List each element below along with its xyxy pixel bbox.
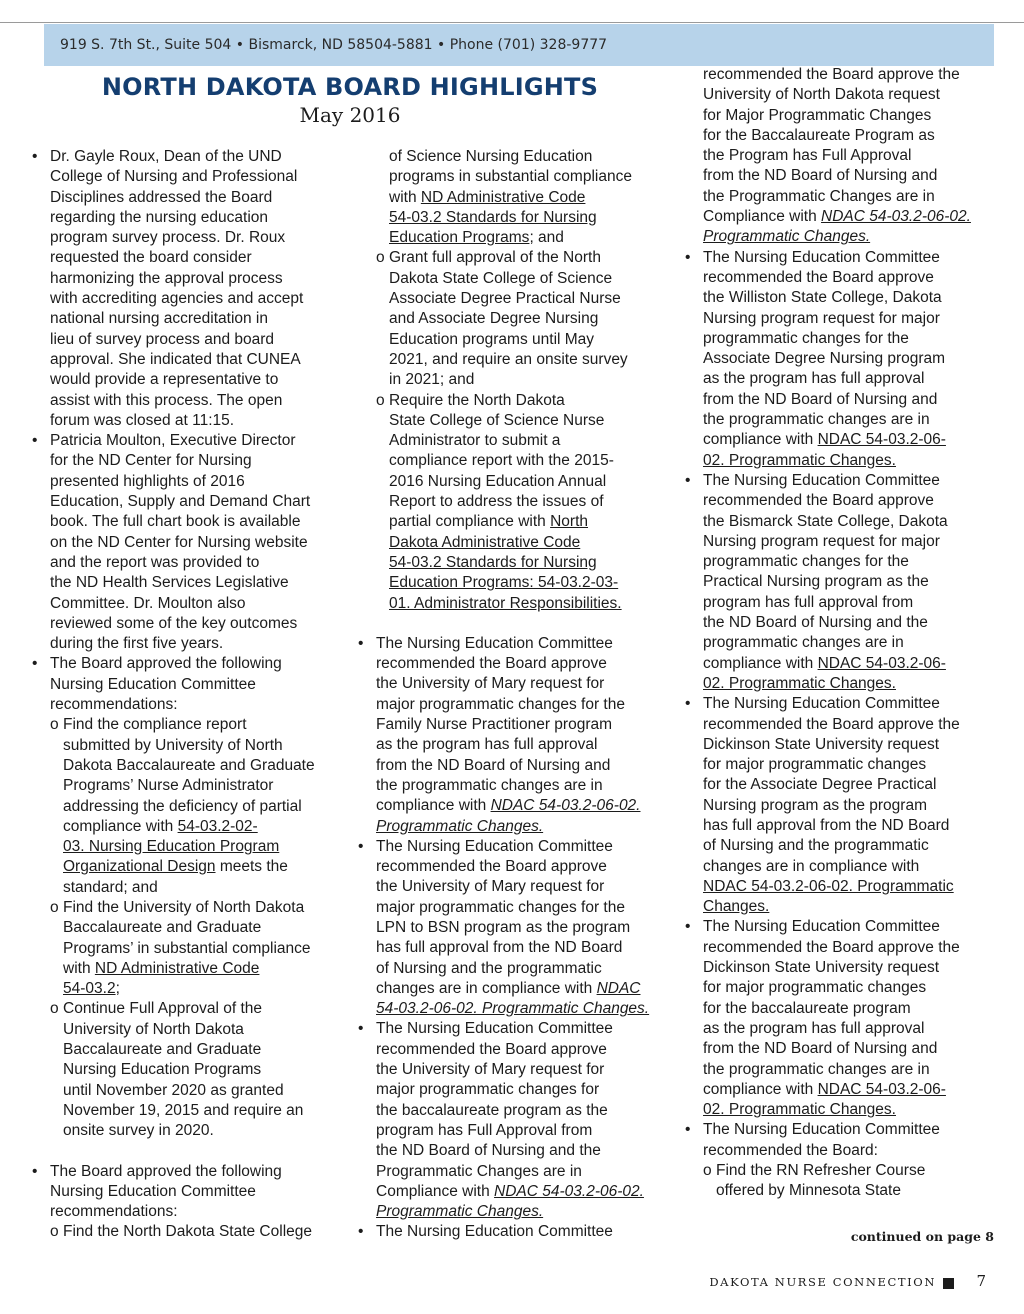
text-line: offered by Minnesota State (716, 1182, 901, 1200)
text-line: major programmatic changes for (376, 1081, 600, 1099)
text-line: programmatic changes for the (703, 329, 909, 347)
text-line: recommended the Board approve (376, 655, 607, 673)
text-line: the baccalaureate program as the (376, 1101, 608, 1119)
page-title: NORTH DAKOTA BOARD HIGHLIGHTS (101, 73, 599, 101)
text-line: national nursing accreditation in (50, 310, 268, 328)
text-line: approval. She indicated that CUNEA (50, 350, 301, 368)
text-line: lieu of survey process and board (50, 330, 275, 348)
sub-bullet-item: o Find the North Dakota State College (31, 1222, 351, 1242)
text-line: of Nursing and the programmatic (376, 959, 602, 977)
regulation-link[interactable]: Programmatic Changes. (376, 817, 544, 835)
text-line: LPN to BSN program as the program (376, 918, 631, 936)
text-line: for the baccalaureate program (703, 999, 911, 1017)
text-line: Programmatic Changes are in (376, 1162, 582, 1180)
text-line: State College of Science Nurse (389, 411, 605, 429)
text-line: as the program has full approval (703, 1019, 925, 1037)
text-line (357, 573, 675, 593)
spacer (31, 1142, 351, 1162)
bullet-item: • The Nursing Education Committee (684, 248, 1002, 268)
text-line: from the ND Board of Nursing and (703, 1040, 938, 1058)
text-line: compliance with NDAC 54-03.2-06-02. (376, 797, 641, 815)
text-line: recommended the Board approve (703, 492, 934, 510)
bullet-item: • The Nursing Education Committee (684, 1120, 1002, 1140)
text-line: Administrator to submit a (389, 432, 561, 450)
regulation-link[interactable]: Education Programs (389, 229, 530, 247)
bullet-item: • The Nursing Education Committee (684, 917, 1002, 937)
text-line: forum was closed at 11:15. (50, 411, 235, 429)
text-line: 2016 Nursing Education Annual (389, 472, 607, 490)
text-line: compliance report with the 2015- (389, 452, 614, 470)
text-line: standard; and (63, 878, 158, 896)
text-line: Education Programs; and (389, 229, 564, 247)
regulation-link[interactable]: 02. Programmatic Changes. (703, 1101, 896, 1119)
text-line: of Science Nursing Education (389, 148, 593, 165)
regulation-link[interactable]: NDAC 54-03.2-06-02. (494, 1182, 644, 1200)
page-subtitle: May 2016 (299, 103, 401, 127)
column-2 (357, 147, 675, 1243)
text-line: has full approval from the ND Board (376, 939, 623, 957)
text-line: November 19, 2015 and require an (63, 1101, 304, 1119)
text-line: Associate Degree Nursing program (703, 350, 946, 368)
text-line: major programmatic changes for the (376, 695, 625, 713)
regulation-link[interactable]: 54-03.2-02- (177, 817, 258, 835)
text-line: recommendations: (50, 696, 178, 714)
regulation-link[interactable]: NDAC 54-03.2-06-02. Programmatic (703, 877, 954, 895)
text-line: Compliance with NDAC 54-03.2-06-02. (703, 208, 971, 226)
text-line: Committee. Dr. Moulton also (50, 594, 246, 612)
text-line: for the ND Center for Nursing (50, 452, 252, 470)
text-line: submitted by University of North (63, 736, 283, 754)
text-line: harmonizing the approval process (50, 269, 283, 287)
text-line: the programmatic changes are in (703, 1060, 930, 1078)
bullet-item: • The Nursing Education Committee (357, 1222, 675, 1242)
sub-bullet-item: o Find the RN Refresher Course (684, 1161, 1002, 1181)
text-line: the University of Mary request for (376, 1061, 605, 1079)
text-line: the Programmatic Changes are in (703, 187, 935, 205)
text-line: the Program has Full Approval (703, 147, 912, 165)
text-line: as the program has full approval (703, 370, 925, 388)
text-line: University of North Dakota request (703, 86, 940, 104)
footer-publication: DAKOTA NURSE CONNECTION (709, 1275, 936, 1289)
bullet-item: • The Nursing Education Committee (684, 471, 1002, 491)
text-line: with accrediting agencies and accept (50, 290, 304, 308)
text-line: Dakota State College of Science (389, 269, 613, 287)
top-rule (0, 22, 1024, 23)
regulation-link[interactable]: Organizational Design (63, 858, 216, 876)
bullet-item: • The Nursing Education Committee (357, 634, 675, 654)
text-line: recommended the Board approve the (703, 715, 960, 733)
text-line: addressing the deficiency of partial (63, 797, 302, 815)
text-line: for the Baccalaureate Program as (703, 126, 935, 144)
text-line: recommended the Board approve the (703, 938, 960, 956)
text-line: compliance with NDAC 54-03.2-06- (703, 654, 946, 672)
bullet-item: • The Nursing Education Committee (684, 694, 1002, 714)
text-line: major programmatic changes for the (376, 898, 625, 916)
text-line: requested the board consider (50, 249, 252, 267)
text-line: 54-03.2; (63, 980, 120, 998)
text-line: with ND Administrative Code (389, 188, 586, 206)
text-line: on the ND Center for Nursing website (50, 533, 308, 551)
column-3 (684, 65, 1002, 1202)
text-line: the programmatic changes are in (703, 411, 930, 429)
regulation-link[interactable]: ND Administrative Code (420, 188, 586, 206)
text-line (684, 227, 1002, 247)
text-line: College of Nursing and Professional (50, 168, 298, 186)
text-line: from the ND Board of Nursing and (703, 390, 938, 408)
text-line: and the report was provided to (50, 553, 260, 571)
text-line: Education, Supply and Demand Chart (50, 493, 311, 511)
text-line: recommended the Board approve the (703, 66, 960, 83)
text-line: Education programs until May (389, 330, 595, 348)
regulation-link[interactable]: Programmatic Changes. (703, 228, 871, 246)
bullet-item: • The Board approved the following (31, 654, 351, 674)
bullet-item: • Patricia Moulton, Executive Director (31, 431, 351, 451)
text-line: programmatic changes are in (703, 634, 904, 652)
text-line: Dickinson State University request (703, 959, 940, 977)
text-line: the Bismarck State College, Dakota (703, 512, 948, 530)
text-line: with ND Administrative Code (63, 959, 260, 977)
regulation-link[interactable]: NDAC 54-03.2-06- (817, 431, 946, 449)
text-line: until November 2020 as granted (63, 1081, 284, 1099)
text-line: Report to address the issues of (389, 493, 604, 511)
regulation-link[interactable]: NDAC (596, 979, 641, 997)
text-line (357, 553, 675, 573)
text-line: in 2021; and (389, 371, 475, 389)
text-line: the Williston State College, Dakota (703, 289, 942, 307)
text-line: for Major Programmatic Changes (703, 106, 932, 124)
text-line: partial compliance with North (389, 513, 589, 531)
text-line: program survey process. Dr. Roux (50, 229, 286, 247)
text-line: recommended the Board: (703, 1141, 878, 1159)
text-line (684, 674, 1002, 694)
text-line: Baccalaureate and Graduate (63, 1041, 262, 1059)
text-line: Nursing Education Committee (50, 675, 256, 693)
text-line: has full approval from the ND Board (703, 816, 950, 834)
text-line: the programmatic changes are in (376, 776, 603, 794)
text-line: changes are in compliance with (703, 857, 920, 875)
text-line: Nursing program request for major (703, 532, 940, 550)
regulation-link[interactable]: North (550, 513, 589, 531)
text-line: for the Associate Degree Practical (703, 776, 937, 794)
text-line: Nursing program as the program (703, 796, 927, 814)
regulation-link[interactable]: NDAC 54-03.2-06- (817, 654, 946, 672)
regulation-link[interactable]: 54-03.2 Standards for Nursing (389, 208, 597, 226)
regulation-link[interactable]: NDAC 54-03.2-06-02. (490, 797, 641, 815)
text-line: Dickinson State University request (703, 735, 940, 753)
bullet-item: • Dr. Gayle Roux, Dean of the UND (31, 147, 351, 167)
text-line: assist with this process. The open (50, 391, 283, 409)
text-line: onsite survey in 2020. (63, 1122, 214, 1140)
text-line: Disciplines addressed the Board (50, 188, 273, 206)
regulation-link[interactable]: Education Programs: 54-03.2-03- (389, 574, 619, 592)
regulation-link[interactable]: Changes. (703, 898, 770, 916)
text-line: University of North Dakota (63, 1020, 244, 1038)
text-line: for major programmatic changes (703, 756, 927, 774)
bullet-item: • The Nursing Education Committee (357, 1019, 675, 1039)
text-line: recommended the Board approve (703, 268, 934, 286)
text-line: recommended the Board approve (376, 1040, 607, 1058)
text-line: during the first five years. (50, 635, 224, 653)
text-line: Associate Degree Practical Nurse (389, 290, 621, 308)
text-line: recommendations: (50, 1203, 178, 1221)
regulation-link[interactable]: NDAC 54-03.2-06-02. (821, 208, 971, 226)
text-line: the University of Mary request for (376, 675, 605, 693)
text-line: from the ND Board of Nursing and (376, 756, 611, 774)
text-line: Programs’ Nurse Administrator (63, 777, 274, 795)
sub-bullet-item: o Require the North Dakota (357, 391, 675, 411)
text-line: Programs’ in substantial compliance (63, 939, 311, 957)
text-line: Compliance with NDAC 54-03.2-06-02. (376, 1182, 644, 1200)
text-line: compliance with NDAC 54-03.2-06- (703, 1080, 946, 1098)
text-line: Organizational Design meets the (63, 858, 288, 876)
text-line: Nursing Education Programs (63, 1061, 262, 1079)
text-line: program has full approval from (703, 593, 914, 611)
text-line: 2021, and require an onsite survey (389, 350, 628, 368)
text-line (357, 594, 675, 614)
footer-square-icon (943, 1278, 954, 1289)
text-line: and Associate Degree Nursing (389, 310, 599, 328)
text-line: Family Nurse Practitioner program (376, 716, 613, 734)
sub-bullet-item: o Find the University of North Dakota (31, 898, 351, 918)
text-line (357, 533, 675, 553)
regulation-link[interactable]: 02. Programmatic Changes. (703, 451, 896, 469)
sub-bullet-item: o Continue Full Approval of the (31, 999, 351, 1019)
text-line (357, 817, 675, 837)
text-line: for major programmatic changes (703, 979, 927, 997)
text-line: Nursing program request for major (703, 309, 940, 327)
text-line: from the ND Board of Nursing and (703, 167, 938, 185)
regulation-link[interactable]: 54-03.2 (63, 980, 116, 998)
text-line: the ND Board of Nursing and the (376, 1142, 601, 1160)
text-line: Dakota Baccalaureate and Graduate (63, 756, 315, 774)
text-line: programs in substantial compliance (389, 168, 632, 186)
text-line: programmatic changes for the (703, 553, 909, 571)
text-line (684, 877, 1002, 897)
sub-bullet-item: o Find the compliance report (31, 715, 351, 735)
text-line (357, 208, 675, 228)
regulation-link[interactable]: ND Administrative Code (94, 959, 260, 977)
text-line: presented highlights of 2016 (50, 472, 245, 490)
regulation-link[interactable]: Dakota Administrative Code (389, 533, 581, 551)
text-line: as the program has full approval (376, 736, 598, 754)
bullet-item: • The Nursing Education Committee (357, 837, 675, 857)
bullet-item: • The Board approved the following (31, 1162, 351, 1182)
text-line: reviewed some of the key outcomes (50, 614, 298, 632)
text-line (31, 837, 351, 857)
text-line: the University of Mary request for (376, 878, 605, 896)
text-line: book. The full chart book is available (50, 513, 301, 531)
column-1 (31, 147, 351, 1243)
text-line: the ND Board of Nursing and the (703, 614, 928, 632)
regulation-link[interactable]: NDAC 54-03.2-06- (817, 1080, 946, 1098)
regulation-link[interactable]: Programmatic Changes. (376, 1203, 544, 1221)
text-line: Baccalaureate and Graduate (63, 919, 262, 937)
text-line: Practical Nursing program as the (703, 573, 929, 591)
text-line: regarding the nursing education (50, 208, 269, 226)
text-line: the ND Health Services Legislative (50, 574, 289, 592)
regulation-link[interactable]: 02. Programmatic Changes. (703, 674, 896, 692)
page-number: 7 (976, 1272, 986, 1290)
text-line: of Nursing and the programmatic (703, 837, 929, 855)
text-line: program has Full Approval from (376, 1121, 593, 1139)
address-bar: 919 S. 7th St., Suite 504 • Bismarck, ND 58504-5881 • Phone (701) 328-9777 (44, 24, 994, 66)
regulation-link[interactable]: 03. Nursing Education Program (63, 838, 280, 856)
text-line (684, 897, 1002, 917)
text-line (357, 1202, 675, 1222)
continued-note: continued on page 8 (850, 1229, 994, 1244)
regulation-link[interactable]: 54-03.2 Standards for Nursing (389, 553, 597, 571)
text-line: compliance with 54-03.2-02- (63, 817, 258, 835)
text-line (684, 1100, 1002, 1120)
sub-bullet-item: o Grant full approval of the North (357, 248, 675, 268)
text-line (684, 451, 1002, 471)
text-line: compliance with NDAC 54-03.2-06- (703, 431, 946, 449)
text-line: would provide a representative to (50, 371, 279, 389)
regulation-link[interactable]: 54-03.2-06-02. Programmatic Changes. (376, 1000, 650, 1018)
text-line: changes are in compliance with NDAC (376, 979, 641, 997)
spacer (357, 614, 675, 634)
regulation-link[interactable]: 01. Administrator Responsibilities. (389, 594, 622, 612)
text-line (357, 999, 675, 1019)
text-line: Nursing Education Committee (50, 1182, 256, 1200)
text-line: recommended the Board approve (376, 858, 607, 876)
